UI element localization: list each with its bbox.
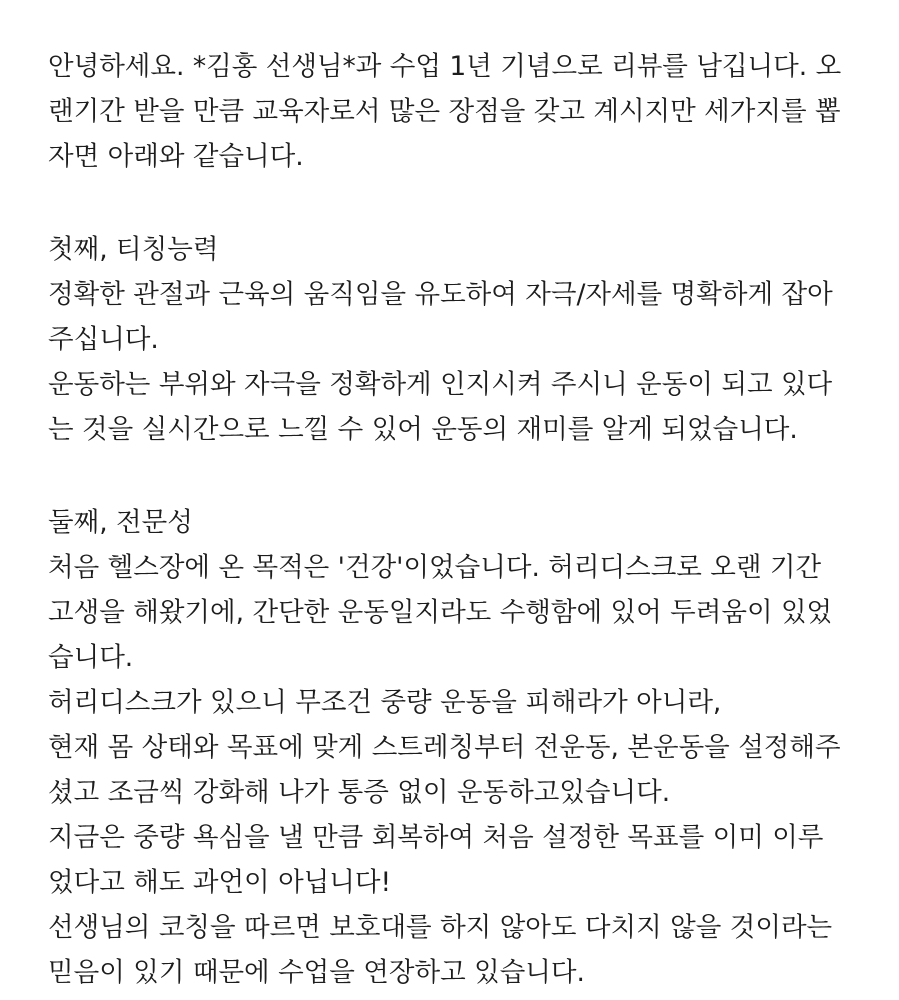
- text-line: 는 것을 실시간으로 느낄 수 있어 운동의 재미를 알게 되었습니다.: [48, 414, 798, 445]
- text-line: 주십니다.: [48, 324, 159, 355]
- section-heading: 둘째, 전문성: [48, 507, 193, 538]
- section-heading: 첫째, 티칭능력: [48, 234, 219, 265]
- text-line: 허리디스크가 있으니 무조건 중량 운동을 피해라가 아니라,: [48, 687, 722, 718]
- text-line: 랜기간 받을 만큼 교육자로서 많은 장점을 갖고 계시지만 세가지를 뽑: [48, 96, 841, 127]
- section-expertise: [48, 500, 888, 995]
- review-text: [48, 44, 888, 995]
- text-line: 셨고 조금씩 강화해 나가 통증 없이 운동하고있습니다.: [48, 777, 671, 808]
- paragraph-gap: [48, 452, 888, 500]
- text-line: 선생님의 코칭을 따르면 보호대를 하지 않아도 다치지 않을 것이라는: [48, 912, 833, 943]
- text-line: 지금은 중량 욕심을 낼 만큼 회복하여 처음 설정한 목표를 이미 이루: [48, 822, 824, 853]
- text-line: 자면 아래와 같습니다.: [48, 141, 304, 172]
- text-line: 믿음이 있기 때문에 수업을 연장하고 있습니다.: [48, 957, 585, 988]
- text-line: 습니다.: [48, 642, 134, 673]
- text-line: 처음 헬스장에 온 목적은 '건강'이었습니다. 허리디스크로 오랜 기간: [48, 552, 822, 583]
- paragraph-gap: [48, 179, 888, 227]
- text-line: 현재 몸 상태와 목표에 맞게 스트레칭부터 전운동, 본운동을 설정해주: [48, 732, 841, 763]
- section-teaching-ability: [48, 227, 888, 452]
- text-line: 었다고 해도 과언이 아닙니다!: [48, 867, 392, 898]
- text-line: 고생을 해왔기에, 간단한 운동일지라도 수행함에 있어 두려움이 있었: [48, 597, 833, 628]
- text-line: 운동하는 부위와 자극을 정확하게 인지시켜 주시니 운동이 되고 있다: [48, 369, 833, 400]
- text-line: 정확한 관절과 근육의 움직임을 유도하여 자극/자세를 명확하게 잡아: [48, 279, 833, 310]
- intro-paragraph: [48, 44, 888, 179]
- text-line: 안녕하세요. *김홍 선생님*과 수업 1년 기념으로 리뷰를 남깁니다. 오: [48, 51, 842, 82]
